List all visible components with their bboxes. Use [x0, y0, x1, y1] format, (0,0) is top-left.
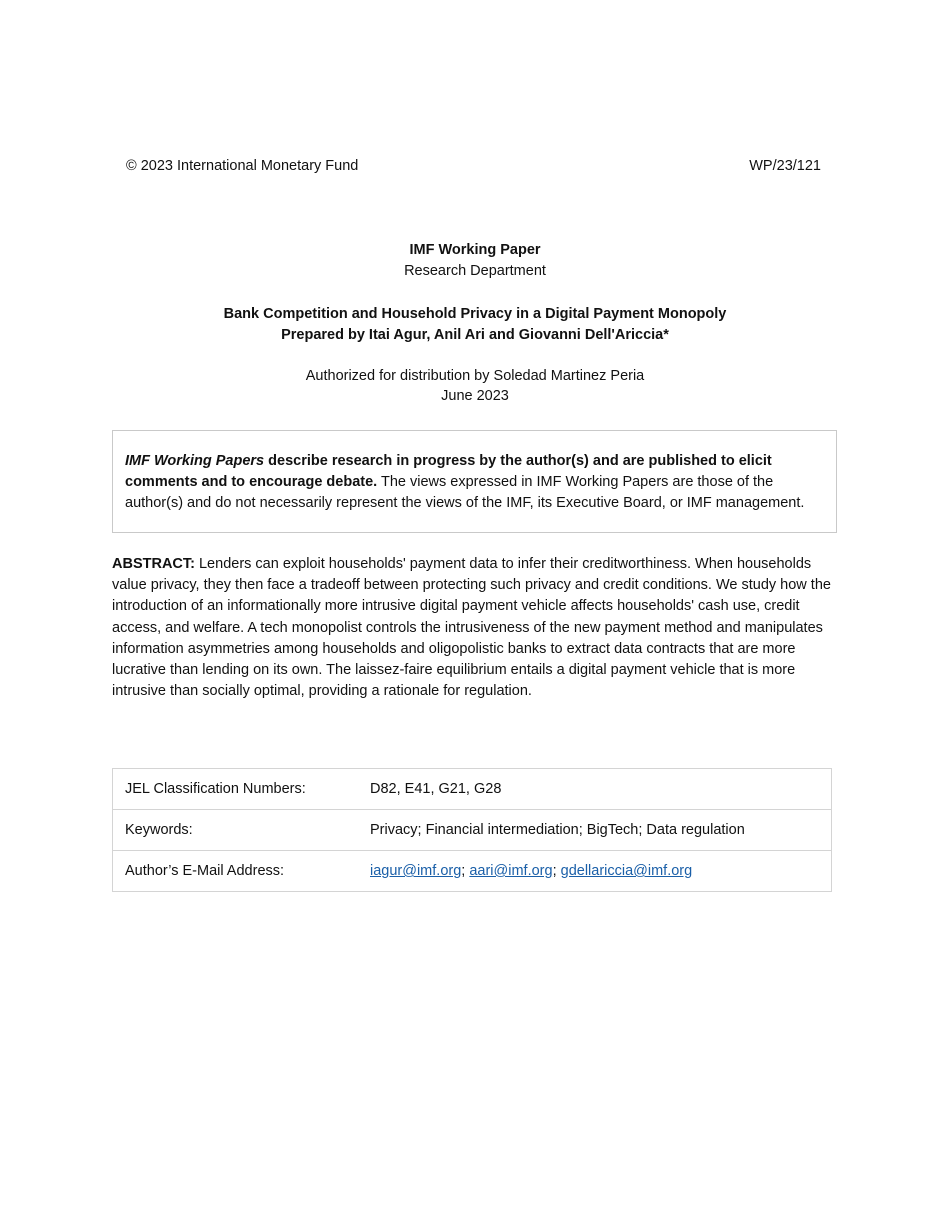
disclaimer-text	[125, 451, 825, 514]
jel-label: JEL Classification Numbers:	[113, 769, 359, 810]
abstract	[112, 554, 842, 702]
paper-title: Bank Competition and Household Privacy in a Digital Payment Monopoly	[223, 306, 727, 322]
disclaimer-rest: The views expressed in IMF Working Papers are those of the author(s) and do not necessarily represent the views of the IMF, its Executive Board, or IMF management.	[125, 474, 805, 511]
metadata-table	[112, 768, 832, 892]
email-label: Author’s E-Mail Address:	[113, 851, 359, 892]
abstract-text: Lenders can exploit households' payment data to infer their creditworthiness. When households value privacy, they then face a tradeoff between protecting such privacy and credit conditions. We study how the introduction of an informationally more intrusive digital payment vehicle affects households' cash use, credit access, and welfare. A tech monopolist controls the intrusiveness of the new payment method and manipulates information asymmetries among households and oligopolistic banks to extract data contracts that are more lucrative than lending on its own. The laissez-faire equilibrium entails a digital payment vehicle that is more intrusive than socially optimal, providing a rationale for regulation.	[112, 556, 831, 700]
abstract-label: ABSTRACT:	[112, 556, 195, 572]
series-title: IMF Working Paper	[409, 242, 541, 258]
authors: Prepared by Itai Agur, Anil Ari and Giovanni Dell'Ariccia*	[281, 327, 669, 343]
disclaimer-lead: IMF Working Papers	[125, 453, 265, 469]
department: Research Department	[404, 263, 546, 279]
disclaimer-bold: describe research in progress by the author(s) and are published to elicit comments and to encourage debate.	[125, 453, 772, 490]
copyright-notice: © 2023 International Monetary Fund	[126, 158, 359, 174]
email-separator: ;	[461, 863, 470, 879]
working-paper-number: WP/23/121	[749, 158, 821, 174]
email-value	[358, 851, 832, 892]
email-link-dellariccia[interactable]: gdellariccia@imf.org	[560, 863, 693, 879]
jel-row	[113, 769, 832, 810]
keywords-row	[113, 810, 832, 851]
email-link-ari[interactable]: aari@imf.org	[469, 863, 553, 879]
authorized-by: Authorized for distribution by Soledad Martinez Peria	[305, 368, 645, 384]
keywords-value: Privacy; Financial intermediation; BigTech; Data regulation	[358, 810, 832, 851]
jel-value: D82, E41, G21, G28	[358, 769, 832, 810]
keywords-label: Keywords:	[113, 810, 359, 851]
email-row	[113, 851, 832, 892]
email-separator: ;	[552, 863, 561, 879]
publication-date: June 2023	[441, 388, 509, 404]
email-link-agur[interactable]: iagur@imf.org	[370, 863, 462, 879]
disclaimer-box	[112, 430, 837, 533]
